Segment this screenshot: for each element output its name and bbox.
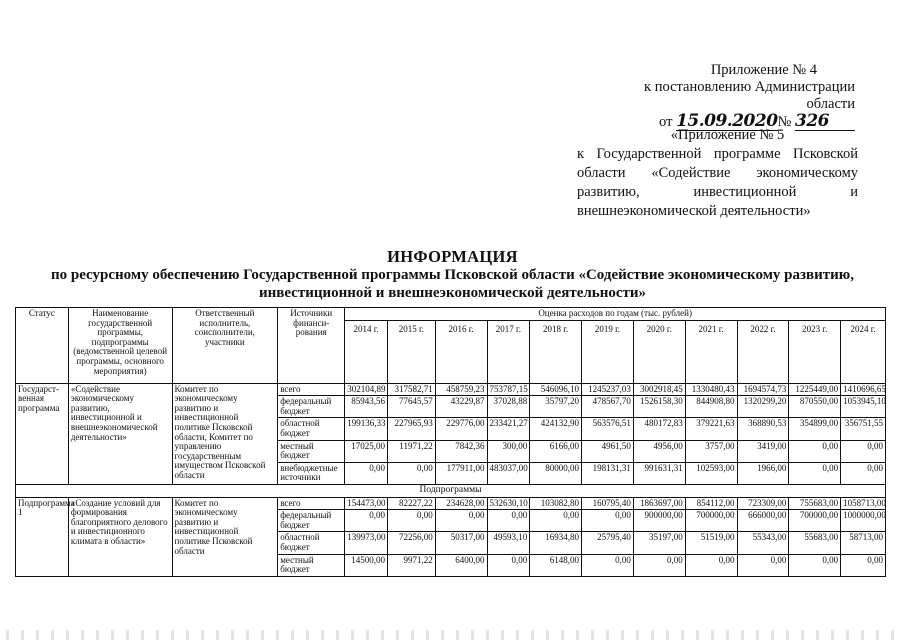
value-cell: 478567,70 bbox=[582, 396, 634, 418]
year-header: 2019 г. bbox=[582, 320, 634, 383]
source-cell: всего bbox=[278, 383, 345, 396]
value-cell: 900000,00 bbox=[633, 510, 685, 532]
value-cell: 0,00 bbox=[435, 510, 487, 532]
value-cell: 723309,00 bbox=[737, 497, 789, 510]
appendix-5-line: к Государственной программе Псковской bbox=[577, 146, 858, 162]
responsible-cell: Комитет по экономическому развитию и инвестиционной политике Псковской области bbox=[172, 497, 278, 576]
value-cell: 58713,00 bbox=[841, 532, 886, 554]
value-cell: 229776,00 bbox=[435, 418, 487, 440]
value-cell: 1694574,73 bbox=[737, 383, 789, 396]
year-header: 2015 г. bbox=[387, 320, 435, 383]
value-cell: 0,00 bbox=[737, 554, 789, 576]
status-cell: Подпрограмма 1 bbox=[16, 497, 69, 576]
value-cell: 0,00 bbox=[789, 440, 841, 462]
value-cell: 0,00 bbox=[487, 554, 530, 576]
value-cell: 0,00 bbox=[789, 554, 841, 576]
value-cell: 424132,90 bbox=[530, 418, 582, 440]
value-cell: 55343,00 bbox=[737, 532, 789, 554]
document-title bbox=[0, 248, 905, 302]
value-cell: 234628,00 bbox=[435, 497, 487, 510]
name-cell: «Создание условий для формирования благоприятного делового и инвестиционного климата в области» bbox=[68, 497, 172, 576]
value-cell: 0,00 bbox=[487, 510, 530, 532]
value-cell: 0,00 bbox=[789, 462, 841, 484]
year-header: 2021 г. bbox=[685, 320, 737, 383]
value-cell: 199136,33 bbox=[345, 418, 388, 440]
header-name: Наименование государственной программы, подпрограммы (ведомственной целевой программы, основного мероприятия) bbox=[68, 308, 172, 384]
header-sources: Источники финанси-рования bbox=[278, 308, 345, 384]
value-cell: 233421,27 bbox=[487, 418, 530, 440]
value-cell: 6148,00 bbox=[530, 554, 582, 576]
value-cell: 49593,10 bbox=[487, 532, 530, 554]
value-cell: 72256,00 bbox=[387, 532, 435, 554]
value-cell: 1320299,20 bbox=[737, 396, 789, 418]
handwritten-date: 15.09.2020 bbox=[676, 111, 778, 131]
value-cell: 4961,50 bbox=[582, 440, 634, 462]
year-header: 2024 г. bbox=[841, 320, 886, 383]
value-cell: 80000,00 bbox=[530, 462, 582, 484]
value-cell: 0,00 bbox=[345, 462, 388, 484]
header-status: Статус bbox=[16, 308, 69, 384]
year-header: 2016 г. bbox=[435, 320, 487, 383]
value-cell: 0,00 bbox=[387, 510, 435, 532]
value-cell: 154473,00 bbox=[345, 497, 388, 510]
appendix-4-header bbox=[600, 62, 855, 131]
source-cell: всего bbox=[278, 497, 345, 510]
value-cell: 0,00 bbox=[841, 462, 886, 484]
value-cell: 1863697,00 bbox=[633, 497, 685, 510]
value-cell: 25795,40 bbox=[582, 532, 634, 554]
title-line: по ресурсному обеспечению Государственной программы Псковской области «Содействие экономическому развитию, bbox=[50, 267, 855, 283]
value-cell: 368890,53 bbox=[737, 418, 789, 440]
value-cell: 1053945,10 bbox=[841, 396, 886, 418]
value-cell: 0,00 bbox=[841, 554, 886, 576]
from-label: от bbox=[659, 114, 673, 130]
value-cell: 666000,00 bbox=[737, 510, 789, 532]
year-header: 2017 г. bbox=[487, 320, 530, 383]
responsible-cell: Комитет по экономическому развитию и инвестиционной политике Псковской области, Комитет по управлению государственным имуществом Псковской области bbox=[172, 383, 278, 484]
source-cell: федеральный бюджет bbox=[278, 510, 345, 532]
value-cell: 50317,00 bbox=[435, 532, 487, 554]
appendix-5-line: развитию, инвестиционной и bbox=[577, 184, 858, 200]
value-cell: 14500,00 bbox=[345, 554, 388, 576]
value-cell: 755683,00 bbox=[789, 497, 841, 510]
value-cell: 37028,88 bbox=[487, 396, 530, 418]
year-header: 2020 г. bbox=[633, 320, 685, 383]
value-cell: 6400,00 bbox=[435, 554, 487, 576]
value-cell: 103082,80 bbox=[530, 497, 582, 510]
value-cell: 532630,10 bbox=[487, 497, 530, 510]
value-cell: 9971,22 bbox=[387, 554, 435, 576]
value-cell: 139973,00 bbox=[345, 532, 388, 554]
appendix-4-title: Приложение № 4 bbox=[710, 62, 817, 78]
value-cell: 700000,00 bbox=[789, 510, 841, 532]
appendix-4-decree: к постановлению Администрации области bbox=[644, 79, 855, 112]
value-cell: 546096,10 bbox=[530, 383, 582, 396]
value-cell: 0,00 bbox=[387, 462, 435, 484]
value-cell: 354899,00 bbox=[789, 418, 841, 440]
value-cell: 0,00 bbox=[582, 510, 634, 532]
name-cell: «Содействие экономическому развитию, инвестиционной и внешнеэкономической деятельности» bbox=[68, 383, 172, 484]
value-cell: 991631,31 bbox=[633, 462, 685, 484]
value-cell: 7842,36 bbox=[435, 440, 487, 462]
value-cell: 1330480,43 bbox=[685, 383, 737, 396]
value-cell: 356751,55 bbox=[841, 418, 886, 440]
value-cell: 1526158,30 bbox=[633, 396, 685, 418]
year-header: 2022 г. bbox=[737, 320, 789, 383]
separator-row bbox=[16, 484, 886, 497]
value-cell: 1966,00 bbox=[737, 462, 789, 484]
value-cell: 17025,00 bbox=[345, 440, 388, 462]
value-cell: 177911,00 bbox=[435, 462, 487, 484]
value-cell: 1000000,00 bbox=[841, 510, 886, 532]
value-cell: 35797,20 bbox=[530, 396, 582, 418]
value-cell: 379221,63 bbox=[685, 418, 737, 440]
handwritten-number: 326 bbox=[795, 113, 855, 131]
source-cell: федеральный бюджет bbox=[278, 396, 345, 418]
table-row bbox=[16, 383, 886, 396]
value-cell: 844908,80 bbox=[685, 396, 737, 418]
resource-table bbox=[15, 307, 886, 577]
appendix-5-line: области «Содействие экономическому bbox=[577, 165, 858, 181]
value-cell: 6166,00 bbox=[530, 440, 582, 462]
source-cell: внебюджетные источники bbox=[278, 462, 345, 484]
source-cell: областной бюджет bbox=[278, 418, 345, 440]
appendix-5-header bbox=[577, 126, 858, 221]
value-cell: 198131,31 bbox=[582, 462, 634, 484]
value-cell: 1058713,00 bbox=[841, 497, 886, 510]
value-cell: 700000,00 bbox=[685, 510, 737, 532]
appendix-5-line: внешнеэкономической деятельности» bbox=[577, 203, 811, 219]
value-cell: 317582,71 bbox=[387, 383, 435, 396]
value-cell: 3419,00 bbox=[737, 440, 789, 462]
value-cell: 0,00 bbox=[530, 510, 582, 532]
source-cell: областной бюджет bbox=[278, 532, 345, 554]
value-cell: 3757,00 bbox=[685, 440, 737, 462]
value-cell: 3002918,45 bbox=[633, 383, 685, 396]
year-header: 2023 г. bbox=[789, 320, 841, 383]
value-cell: 870550,00 bbox=[789, 396, 841, 418]
number-label: № bbox=[777, 114, 792, 130]
value-cell: 1225449,00 bbox=[789, 383, 841, 396]
value-cell: 0,00 bbox=[582, 554, 634, 576]
value-cell: 227965,93 bbox=[387, 418, 435, 440]
appendix-5-title: «Приложение № 5 bbox=[670, 127, 785, 143]
value-cell: 480172,83 bbox=[633, 418, 685, 440]
source-cell: местный бюджет bbox=[278, 554, 345, 576]
status-cell: Государст-венная программа bbox=[16, 383, 69, 484]
value-cell: 55683,00 bbox=[789, 532, 841, 554]
value-cell: 563576,51 bbox=[582, 418, 634, 440]
value-cell: 102593,00 bbox=[685, 462, 737, 484]
title-main: ИНФОРМАЦИЯ bbox=[387, 247, 518, 266]
value-cell: 483037,00 bbox=[487, 462, 530, 484]
subprograms-separator: Подпрограммы bbox=[16, 484, 886, 497]
value-cell: 35197,00 bbox=[633, 532, 685, 554]
value-cell: 82227,22 bbox=[387, 497, 435, 510]
value-cell: 0,00 bbox=[685, 554, 737, 576]
value-cell: 4956,00 bbox=[633, 440, 685, 462]
value-cell: 300,00 bbox=[487, 440, 530, 462]
value-cell: 0,00 bbox=[841, 440, 886, 462]
table-row bbox=[16, 497, 886, 510]
year-header: 2018 г. bbox=[530, 320, 582, 383]
header-responsible: Ответственный исполнитель, соисполнители, участники bbox=[172, 308, 278, 384]
value-cell: 1245237,03 bbox=[582, 383, 634, 396]
page-bottom-edge bbox=[0, 630, 905, 640]
year-header: 2014 г. bbox=[345, 320, 388, 383]
value-cell: 16934,80 bbox=[530, 532, 582, 554]
value-cell: 77645,57 bbox=[387, 396, 435, 418]
value-cell: 11971,22 bbox=[387, 440, 435, 462]
value-cell: 1410696,65 bbox=[841, 383, 886, 396]
value-cell: 753787,15 bbox=[487, 383, 530, 396]
value-cell: 458759,23 bbox=[435, 383, 487, 396]
title-line: инвестиционной и внешнеэкономической деятельности» bbox=[258, 285, 647, 301]
value-cell: 51519,00 bbox=[685, 532, 737, 554]
value-cell: 0,00 bbox=[345, 510, 388, 532]
source-cell: местный бюджет bbox=[278, 440, 345, 462]
header-estimate: Оценка расходов по годам (тыс. рублей) bbox=[345, 308, 886, 321]
value-cell: 43229,87 bbox=[435, 396, 487, 418]
value-cell: 0,00 bbox=[633, 554, 685, 576]
value-cell: 854112,00 bbox=[685, 497, 737, 510]
value-cell: 160795,40 bbox=[582, 497, 634, 510]
value-cell: 302104,89 bbox=[345, 383, 388, 396]
value-cell: 85943,56 bbox=[345, 396, 388, 418]
